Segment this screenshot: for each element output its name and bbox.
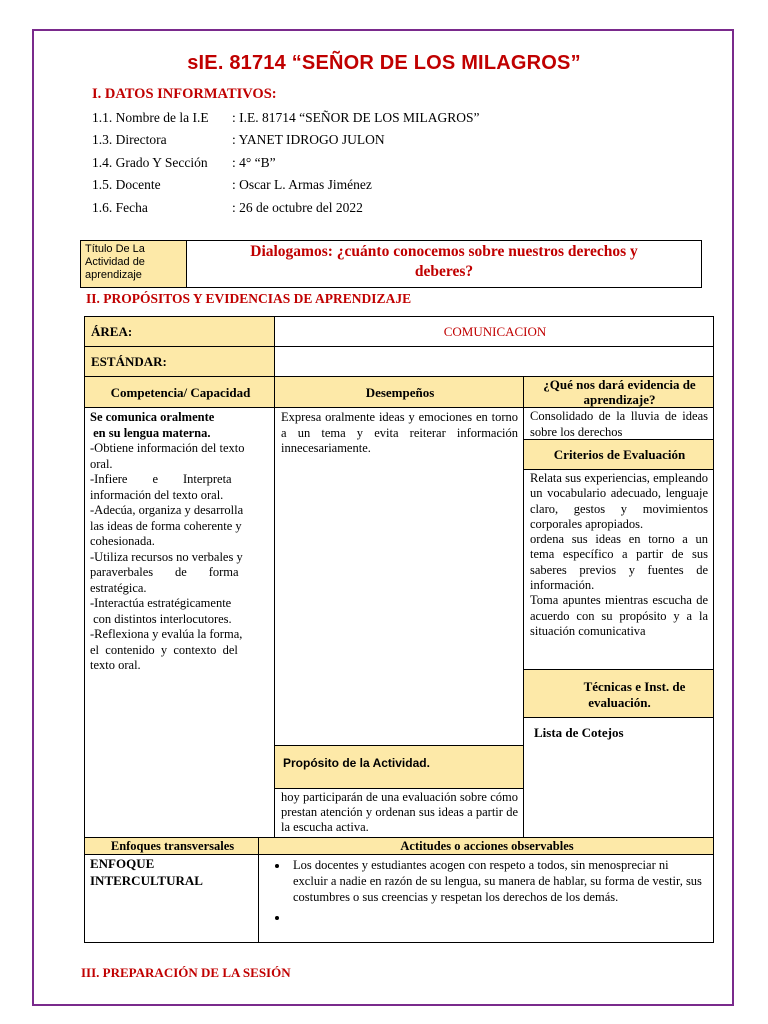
area-label-cell [84, 316, 275, 347]
desempenos-header: Desempeños [365, 385, 435, 400]
tecnicas-cell [523, 717, 714, 838]
actitud-item: • Los docentes y estudiantes acogen con respeto a todos, sin menospreciar ni excluir a nadie en razón de su lengua, su manera de hablar, su forma de vestir, sus costumbres o sus creencias y respetan los derechos de los demás. [289, 857, 703, 905]
actitudes-content [263, 857, 703, 925]
evidencia-header: ¿Qué nos dará evidencia de aprendizaje? [543, 377, 696, 407]
competencia-header-cell [84, 376, 275, 408]
activity-title-cell [186, 240, 702, 288]
criterio-item: ordena sus ideas en torno a un tema específico a partir de sus saberes previos y fuentes de información. [530, 532, 708, 593]
competencia-cell [84, 407, 275, 838]
info-label: 1.3. Directora [92, 132, 167, 147]
area-label: ÁREA: [91, 324, 133, 339]
capacidad-line: -Infiere e Interpreta [90, 472, 232, 486]
criterios-cell [523, 469, 714, 670]
section-1-heading: I. DATOS INFORMATIVOS: [92, 86, 277, 102]
capacidad-line: cohesionada. [90, 534, 155, 548]
capacidad-line: -Reflexiona y evalúa la forma, [90, 627, 243, 641]
desempenos-header-cell [274, 376, 524, 408]
actitudes-list [263, 857, 703, 925]
desempeno-text: Expresa oralmente ideas y emociones en torno a un tema y evita reiterar información innecesariamente. [281, 410, 518, 455]
info-value: : 26 de octubre del 2022 [232, 200, 363, 215]
actitudes-header: Actitudes o acciones observables [400, 839, 574, 853]
capacidad-line: información del texto oral. [90, 487, 224, 502]
capacidad-line: estratégica. [90, 580, 147, 595]
criterios-list [530, 471, 708, 639]
capacidad-line: con distintos interlocutores. [90, 611, 232, 626]
estandar-label-cell [84, 346, 275, 377]
enfoque-cell [84, 854, 259, 943]
activity-title-line: Dialogamos: ¿cuánto conocemos sobre nuestros derechos y [250, 243, 638, 260]
proposito-header: Propósito de la Actividad. [283, 756, 430, 770]
estandar-label: ESTÁNDAR: [91, 354, 167, 369]
proposito-cell [274, 788, 524, 838]
capacidad-line: oral. [90, 456, 113, 471]
activity-label-line: Título De La [85, 243, 145, 255]
capacidad-line: -Interactúa estratégicamente [90, 596, 232, 610]
section-3-heading: III. PREPARACIÓN DE LA SESIÓN [81, 965, 291, 980]
competencia-content [90, 410, 270, 674]
capacidad-line: paraverbales de forma [90, 565, 239, 579]
competencia-header: Competencia/ Capacidad [110, 385, 251, 400]
actitud-item [289, 909, 703, 925]
activity-label-line: Actividad de [85, 256, 145, 268]
info-value: : I.E. 81714 “SEÑOR DE LOS MILAGROS” [232, 110, 480, 125]
capacidades-list [90, 441, 270, 674]
evidencia-text: Consolidado de la lluvia de ideas sobre los derechos [530, 409, 708, 439]
actitudes-cell [258, 854, 714, 943]
info-label: 1.1. Nombre de la I.E [92, 110, 209, 125]
enfoques-header-cell [84, 837, 259, 855]
enfoques-header: Enfoques transversales [110, 839, 235, 853]
capacidad-line: -Adecúa, organiza y desarrolla [90, 503, 244, 517]
tecnicas-header-line: evaluación. [588, 694, 651, 710]
proposito-header-cell [274, 745, 524, 789]
enfoque-name [90, 855, 203, 889]
criterio-item: Relata sus experiencias, empleando un vocabulario adecuado, lenguaje claro, gestos y movimientos corporales apropiados. [530, 471, 708, 531]
capacidad-line: las ideas de forma coherente y [90, 518, 242, 533]
capacidad-line: -Obtiene información del texto [90, 441, 245, 455]
area-value-cell [274, 316, 714, 347]
info-value: : 4° “B” [232, 155, 276, 170]
tecnicas-header-cell [523, 669, 714, 718]
info-label: 1.4. Grado Y Sección [92, 155, 208, 170]
activity-label-cell [80, 240, 187, 288]
desempeno-cell [274, 407, 524, 746]
competencia-title: Se comunica oralmente [90, 410, 215, 424]
activity-label-line: aprendizaje [85, 269, 142, 281]
capacidad-line: el contenido y contexto del [90, 642, 238, 657]
capacidad-line: texto oral. [90, 658, 141, 672]
criterio-item: Toma apuntes mientras escucha de acuerdo con su propósito y a la situación comunicativa [530, 593, 708, 638]
competencia-title: en su lengua materna. [90, 425, 211, 440]
section-2-heading: II. PROPÓSITOS Y EVIDENCIAS DE APRENDIZAJE [86, 291, 412, 306]
estandar-value-cell [274, 346, 714, 377]
info-label: 1.6. Fecha [92, 200, 148, 215]
evidencia-cell [523, 407, 714, 440]
info-value: : YANET IDROGO JULON [232, 132, 385, 147]
tecnicas-header [524, 679, 715, 710]
capacidad-line: -Utiliza recursos no verbales y [90, 549, 243, 564]
proposito-text: hoy participarán de una evaluación sobre cómo prestan atención y ordenan sus ideas a partir de la escucha activa. [281, 790, 518, 834]
criterios-header: Criterios de Evaluación [553, 447, 686, 462]
area-value: COMUNICACION [443, 324, 547, 339]
tecnicas-value: Lista de Cotejos [534, 725, 624, 740]
enfoque-name-line: INTERCULTURAL [90, 873, 203, 888]
criterios-header-cell [523, 439, 714, 470]
tecnicas-header-line: Técnicas e Inst. de [583, 679, 686, 694]
info-value: : Oscar L. Armas Jiménez [232, 177, 372, 192]
evidencia-header-cell [523, 376, 714, 408]
info-label: 1.5. Docente [92, 177, 161, 192]
activity-title-line: deberes? [414, 263, 474, 280]
actitudes-header-cell [258, 837, 714, 855]
enfoque-name-line: ENFOQUE [90, 856, 155, 871]
page-title: sIE. 81714 “SEÑOR DE LOS MILAGROS” [187, 52, 581, 74]
